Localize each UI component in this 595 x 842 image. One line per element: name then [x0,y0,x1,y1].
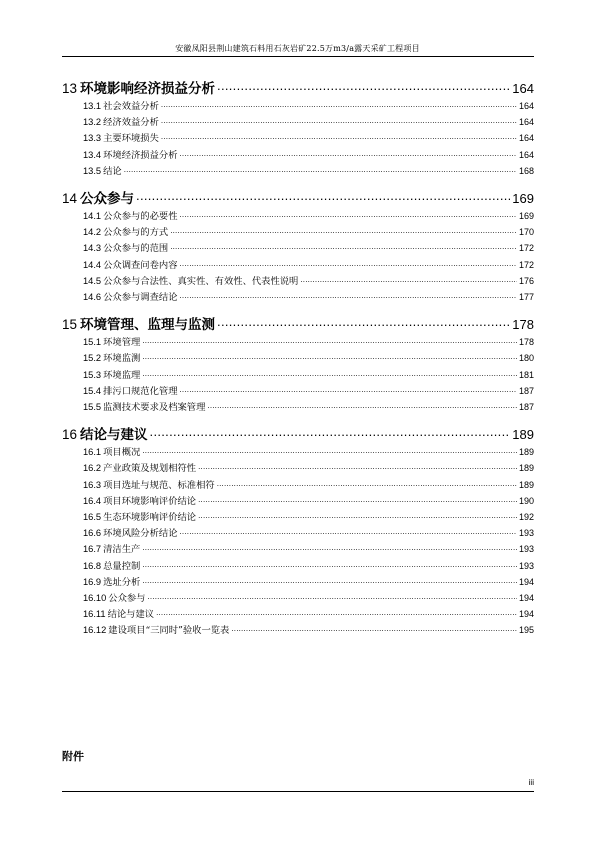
toc-entry-page: 190 [518,495,534,506]
toc-entry-page: 180 [518,353,534,364]
toc-entry-page: 193 [518,560,534,571]
toc-entry-title: 公众参与的方式 [103,227,169,239]
toc-dot-leader [142,336,517,345]
toc-dot-leader [170,242,517,251]
toc-entry-number: 16.5 [83,512,102,522]
toc-section-entry[interactable] [83,399,534,415]
toc-dot-leader [180,258,517,267]
toc-dot-leader [180,385,517,394]
toc-entry-number: 13.2 [83,117,102,128]
toc-entry-page: 164 [518,117,534,128]
toc-entry-number: 14.1 [83,211,102,221]
toc-dot-leader [300,275,517,284]
running-header: 安徽凤阳县荆山建筑石料用石灰岩矿22.5万m3/a露天采矿工程项目 [175,44,420,53]
toc-dot-leader [180,291,517,300]
toc-dot-leader [161,132,517,141]
toc-entry-page: 177 [518,292,534,302]
toc-entry-page: 164 [518,133,534,144]
toc-section-entry[interactable] [83,257,534,273]
toc-entry-page: 189 [518,447,534,458]
toc-entry-number: 14.2 [83,227,102,238]
toc-entry-number: 14.4 [83,259,102,270]
toc-dot-leader [142,576,517,585]
toc-entry-page: 192 [518,512,534,522]
toc-dot-leader [198,462,517,471]
toc-section-entry[interactable] [83,590,534,606]
appendix-heading: 附件 [62,750,84,763]
toc-entry-page: 194 [518,576,534,587]
toc-dot-leader [217,316,510,330]
toc-chapter-entry[interactable] [62,423,534,443]
toc-entry-title: 公众参与的必要性 [103,211,178,222]
toc-entry-page: 189 [518,463,534,474]
toc-entry-title: 监测技术要求及档案管理 [103,402,206,413]
page-number: iii [528,778,534,787]
toc-dot-leader [231,624,517,633]
toc-entry-title: 环境管理、监理与监测 [80,317,216,334]
toc-entry-page: 193 [518,528,534,539]
toc-entry-page: 187 [518,402,534,412]
toc-entry-page: 178 [512,317,534,333]
toc-entry-title: 环境影响经济损益分析 [80,81,216,97]
toc-entry-title: 环境管理 [103,337,141,349]
toc-entry-title: 公众参与 [108,593,146,604]
toc-section-entry[interactable] [83,444,534,460]
toc-entry-page: 169 [518,211,534,221]
toc-dot-leader [156,608,517,617]
toc-entry-page: 194 [518,609,534,620]
toc-entry-number: 13 [62,81,78,96]
toc-entry-number: 13.1 [83,101,102,111]
header-rule [62,56,534,57]
toc-entry-title: 公众参与 [80,191,135,207]
footer-rule [62,791,534,792]
toc-entry-number: 15 [62,317,78,333]
toc-entry-page: 189 [518,479,534,490]
toc-section-entry[interactable] [83,273,534,289]
toc-entry-title: 项目环境影响评价结论 [103,495,197,507]
toc-entry-number: 13.3 [83,133,102,144]
toc-section-entry[interactable] [83,130,534,146]
toc-entry-number: 15.3 [83,369,102,380]
toc-entry-title: 建设项目“三同时”验收一览表 [108,625,230,637]
toc-chapter-entry[interactable] [62,187,534,207]
toc-dot-leader [217,80,510,94]
toc-entry-title: 清洁生产 [103,544,141,556]
toc-section-entry[interactable] [83,460,534,476]
toc-entry-title: 环境监测 [103,353,141,365]
toc-entry-number: 16.6 [83,528,102,539]
toc-section-entry[interactable] [83,622,534,638]
toc-entry-number: 16.2 [83,463,102,474]
toc-entry-page: 176 [518,275,534,286]
toc-entry-number: 15.2 [83,353,102,364]
toc-dot-leader [142,368,517,377]
toc-entry-page: 168 [518,165,534,176]
toc-entry-page: 195 [518,625,534,636]
toc-section-entry[interactable] [83,367,534,383]
toc-entry-number: 16.12 [83,625,107,636]
toc-entry-title: 项目概况 [103,447,141,459]
toc-entry-page: 178 [518,337,534,348]
toc-entry-number: 14 [62,191,78,206]
toc-section-entry[interactable] [83,224,534,240]
toc-entry-page: 187 [518,385,534,396]
toc-entry-page: 172 [518,243,534,254]
toc-entry-number: 16.3 [83,479,102,490]
toc-entry-title: 公众参与的范围 [103,243,169,255]
toc-entry-page: 169 [512,191,534,206]
toc-entry-number: 15.1 [83,337,102,348]
toc-entry-title: 公众参与调查结论 [103,292,178,303]
toc-entry-title: 公众参与合法性、真实性、有效性、代表性说明 [103,275,299,287]
toc-section-entry[interactable] [83,477,534,493]
toc-entry-number: 15.5 [83,402,102,412]
toc-dot-leader [124,165,517,174]
toc-section-entry[interactable] [83,147,534,163]
toc-entry-number: 16.10 [83,593,107,603]
toc-entry-number: 13.4 [83,149,102,160]
toc-entry-title: 公众调查问卷内容 [103,259,178,271]
toc-entry-page: 170 [518,227,534,238]
toc-entry-title: 排污口规范化管理 [103,385,178,397]
toc-dot-leader [207,401,517,410]
toc-section-entry[interactable] [83,541,534,557]
toc-entry-title: 环境经济损益分析 [103,149,178,161]
toc-entry-number: 16.4 [83,495,102,506]
toc-entry-title: 项目选址与规范、标准相符 [103,479,215,491]
toc-section-entry[interactable] [83,240,534,256]
toc-dot-leader [180,210,517,219]
toc-section-entry[interactable] [83,289,534,305]
toc-entry-number: 16.8 [83,560,102,571]
toc-entry-number: 16 [62,427,78,443]
toc-entry-title: 总量控制 [103,560,141,572]
toc-dot-leader [198,495,517,504]
toc-entry-page: 189 [512,427,534,443]
toc-dot-leader [217,478,517,487]
toc-dot-leader [198,511,517,520]
toc-section-entry[interactable] [83,383,534,399]
toc-section-entry[interactable] [83,574,534,590]
toc-entry-title: 结论与建议 [80,427,148,444]
toc-dot-leader [142,543,517,552]
toc-dot-leader [180,527,517,536]
toc-entry-number: 16.9 [83,576,102,587]
toc-entry-page: 164 [518,149,534,160]
toc-entry-title: 结论与建议 [107,609,155,621]
toc-section-entry[interactable] [83,334,534,350]
toc-entry-title: 环境风险分析结论 [103,528,178,540]
toc-chapter-entry[interactable] [62,77,534,97]
toc-dot-leader [161,116,517,125]
toc-entry-title: 产业政策及规划相符性 [103,463,197,475]
toc-dot-leader [150,426,511,440]
toc-entry-number: 14.3 [83,243,102,254]
toc-section-entry[interactable] [83,606,534,622]
toc-dot-leader [147,592,517,601]
toc-entry-number: 14.5 [83,275,102,286]
toc-entry-title: 环境监理 [103,369,141,381]
toc-entry-page: 164 [512,81,534,96]
toc-chapter-entry[interactable] [62,313,534,333]
toc-entry-number: 16.1 [83,447,102,458]
toc-entry-title: 结论 [103,165,122,177]
toc-entry-page: 181 [518,369,534,380]
toc-entry-title: 社会效益分析 [103,101,159,112]
toc-dot-leader [136,190,510,204]
toc-section-entry[interactable] [83,525,534,541]
toc-entry-number: 15.4 [83,385,102,396]
toc-dot-leader [180,148,517,157]
toc-entry-page: 164 [518,101,534,111]
toc-entry-title: 选址分析 [103,576,141,588]
toc-entry-page: 193 [518,544,534,555]
toc-entry-number: 16.7 [83,544,102,555]
toc-dot-leader [142,352,517,361]
toc-dot-leader [142,446,517,455]
toc-section-entry[interactable] [83,208,534,224]
toc-entry-page: 194 [518,593,534,603]
toc-section-entry[interactable] [83,114,534,130]
toc-entry-title: 主要环境损失 [103,133,159,145]
toc-entry-title: 生态环境影响评价结论 [103,512,197,523]
toc-section-entry[interactable] [83,163,534,179]
toc-dot-leader [161,100,517,109]
toc-entry-title: 经济效益分析 [103,117,159,129]
toc-dot-leader [170,226,517,235]
toc-dot-leader [142,559,517,568]
toc-section-entry[interactable] [83,493,534,509]
toc-section-entry[interactable] [83,350,534,366]
toc-entry-page: 172 [518,259,534,270]
toc-entry-number: 13.5 [83,165,102,176]
toc-section-entry[interactable] [83,558,534,574]
toc-entry-number: 14.6 [83,292,102,302]
toc-section-entry[interactable] [83,98,534,114]
toc-entry-number: 16.11 [83,609,106,620]
toc-section-entry[interactable] [83,509,534,525]
